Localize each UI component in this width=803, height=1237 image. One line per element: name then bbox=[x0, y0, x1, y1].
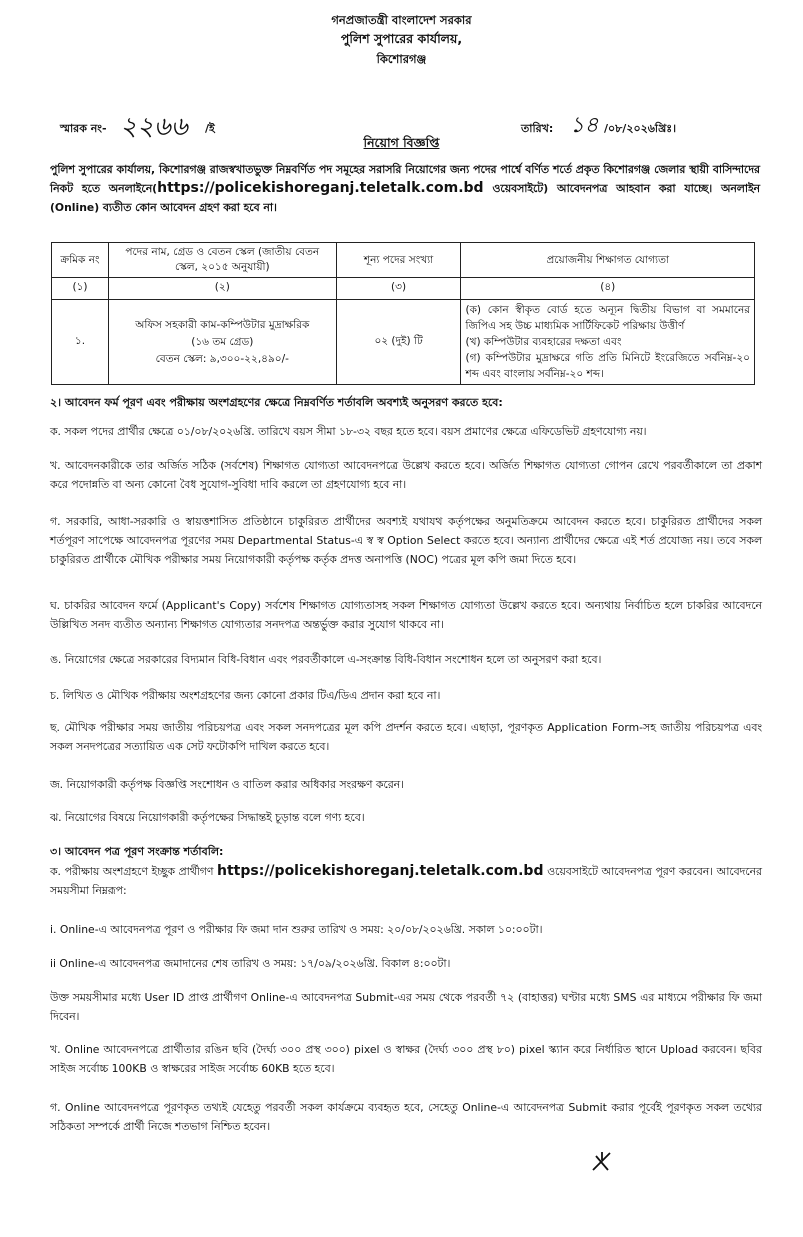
col-header-qualification: প্রয়োজনীয় শিক্ষাগত যোগ্যতা bbox=[461, 243, 755, 278]
memo-suffix: /ই bbox=[205, 122, 215, 135]
post-pay-scale: বেতন স্কেল: ৯,৩০০-২২,৪৯০/- bbox=[155, 352, 289, 365]
date-day: ১৪ bbox=[570, 113, 599, 138]
date-label: তারিখ: bbox=[521, 122, 554, 135]
col-number-2: (২) bbox=[108, 278, 336, 300]
condition-ga: গ. সরকারি, আধা-সরকারি ও স্বায়ত্তশাসিত প্রতিষ্ঠানে চাকুরিরত প্রার্থীদের অবশ্যই যথাযথ কর্তৃপক্ষের অনুমতিক্রমে আবেদন করতে হবে। চাকুরিরত প্রার্থীদের সকল শর্তপূরণ সাপেক্ষে আবেদনপত্র পূরণের সময় Departmental Status-এ স্ব স্ব Option Select করতে হবে। অন্যান্য প্রার্থীদের ক্ষেত্রে এই শর্ত প্রযোজ্য নয়। তবে সকল চাকুরিরত প্রার্থীকে মৌখিক পরীক্ষার সময় নিয়োগকারী কর্তৃপক্ষ কর্তৃক প্রদত্ত অনাপত্তি (NOC) পত্রের মূল কপি জমা দিতে হবে। bbox=[50, 515, 762, 566]
date-rest: /০৮/২০২৬খ্রিঃ। bbox=[604, 122, 677, 135]
notice-title-text: নিয়োগ বিজ্ঞপ্তি bbox=[363, 135, 440, 150]
col-header-vacancy: শূন্য পদের সংখ্যা bbox=[336, 243, 461, 278]
condition-umo: ঙ. নিয়োগের ক্ষেত্রে সরকারের বিদ্যমান বিধি-বিধান এবং পরবর্তীকালে এ-সংক্রান্ত বিধি-বিধান সংশোধন হলে তা অনুসরণ করা হবে। bbox=[50, 653, 602, 666]
website-link[interactable]: https://policekishoreganj.teletalk.com.bd bbox=[157, 180, 484, 196]
application-website-link[interactable]: https://policekishoreganj.teletalk.com.bd bbox=[217, 863, 544, 879]
govt-name: গনপ্রজাতন্ত্রী বাংলাদেশ সরকার bbox=[331, 13, 472, 27]
condition-chha: ছ. মৌখিক পরীক্ষার সময় জাতীয় পরিচয়পত্র এবং সকল সনদপত্রের মূল কপি প্রদর্শন করতে হবে। এছাড়া, পূরণকৃত Application Form-সহ জাতীয় পরিচয়পত্র এবং সকল সনদপত্রের সত্যায়িত এক সেট ফটোকপি দাখিল করতে হবে। bbox=[50, 721, 762, 753]
application-ga: গ. Online আবেদনপত্রে পূরণকৃত তথ্যই যেহেতু পরবর্তী সকল কার্যক্রমে ব্যবহৃত হবে, সেহেতু Online-এ আবেদনপত্র Submit করার পূর্বেই পূরণকৃত সকল তথ্যের সঠিকতা সম্পর্কে প্রার্থী নিজে শতভাগ নিশ্চিত হবেন। bbox=[50, 1101, 762, 1133]
post-name: অফিস সহকারী কাম-কম্পিউটার মুদ্রাক্ষরিক bbox=[135, 318, 310, 331]
col-number-4: (৪) bbox=[461, 278, 755, 300]
application-kha: খ. Online আবেদনপত্রে প্রার্থীতার রঙিন ছবি (দৈর্ঘ্য ৩০০ প্রস্থ ৩০০) pixel ও স্বাক্ষর (দৈর্ঘ্য ৩০০ প্রস্থ ৮০) pixel স্ক্যান করে নির্ধারিত স্থানে Upload করবেন। ছবির সাইজ সর্বোচ্চ 100KB ও স্বাক্ষরের সাইজ সর্বোচ্চ 60KB হতে হবে। bbox=[50, 1043, 762, 1075]
row-vacancies: ০২ (দুই) টি bbox=[336, 300, 461, 385]
col-header-post: পদের নাম, গ্রেড ও বেতন স্কেল (জাতীয় বেতন স্কেল, ২০১৫ অনুযায়ী) bbox=[108, 243, 336, 278]
office-name: পুলিশ সুপারের কার্যালয়, bbox=[340, 31, 463, 46]
col-header-serial: ক্রমিক নং bbox=[52, 243, 109, 278]
table-row bbox=[52, 300, 755, 385]
application-ka-text-2: ওয়েবসাইটে আবেদনপত্র পূরণ করবেন। আবেদনের সময়সীমা নিম্নরূপ: bbox=[50, 865, 762, 897]
row-qualifications bbox=[461, 300, 755, 385]
condition-ka: ক. সকল পদের প্রার্থীর ক্ষেত্রে ০১/০৮/২০২৬খ্রি. তারিখে বয়স সীমা ১৮-৩২ বছর হতে হবে। বয়স প্রমাণের ক্ষেত্রে এফিডেভিট গ্রহণযোগ্য নয়। bbox=[50, 425, 647, 438]
section-3-heading: ৩। আবেদন পত্র পূরণ সংক্রান্ত শর্তাবলি: bbox=[50, 845, 224, 858]
condition-ja: জ. নিয়োগকারী কর্তৃপক্ষ বিজ্ঞপ্তি সংশোধন ও বাতিল করার অধিকার সংরক্ষণ করেন। bbox=[50, 778, 404, 791]
application-ka-text-1: ক. পরীক্ষায় অংশগ্রহণে ইচ্ছুক প্রার্থীগণ bbox=[50, 865, 218, 878]
table-number-row bbox=[52, 278, 755, 300]
fee-instruction: উক্ত সময়সীমার মধ্যে User ID প্রাপ্ত প্রার্থীগণ Online-এ আবেদনপত্র Submit-এর সময় থেকে পরবর্তী ৭২ (বাহাত্তর) ঘণ্টার মধ্যে SMS এর মাধ্যমে পরীক্ষার ফি জমা দিবেন। bbox=[50, 991, 762, 1023]
vacancy-table bbox=[51, 242, 755, 385]
condition-cha: চ. লিখিত ও মৌখিক পরীক্ষায় অংশগ্রহণের জন্য কোনো প্রকার টিএ/ডিএ প্রদান করা হবে না। bbox=[50, 689, 441, 702]
table-header-row bbox=[52, 243, 755, 278]
condition-kha: খ. আবেদনকারীকে তার অর্জিত সঠিক (সর্বশেষ) শিক্ষাগত যোগ্যতা আবেদনপত্রে উল্লেখ করতে হবে। অর্জিত শিক্ষাগত যোগ্যতা গোপন রেখে পরবর্তীকালে তা প্রকাশ করে পদোন্নতি বা অন্য কোনো বৈধ সুযোগ-সুবিধা দাবি করলে তা গ্রহণযোগ্য হবে না। bbox=[50, 459, 762, 491]
qualification-b: (খ) কম্পিউটার ব্যবহারের দক্ষতা এবং bbox=[465, 336, 622, 348]
intro-paragraph bbox=[50, 160, 760, 217]
qualification-a: (ক) কোন স্বীকৃত বোর্ড হতে অন্যূন দ্বিতীয় বিভাগ বা সমমানের জিপিএ সহ উচ্চ মাধ্যমিক সার্টিফিকেট পরিক্ষায় উত্তীর্ণ bbox=[465, 304, 750, 332]
qualification-c: (গ) কম্পিউটার মুদ্রাক্ষরে গতি প্রতি মিনিটে ইংরেজিতে সর্বনিম্ন-২০ শব্দ এবং বাংলায় সর্বনিম্ন-২০ শব্দ। bbox=[465, 352, 750, 380]
condition-jha: ঝ. নিয়োগের বিষয়ে নিয়োগকারী কর্তৃপক্ষের সিদ্ধান্তই চূড়ান্ত বলে গণ্য হবে। bbox=[50, 811, 365, 824]
intro-text-1: পুলিশ সুপারের কার্যালয়, কিশোরগঞ্জ রাজস্বখাতভুক্ত নিম্নবর্ণিত পদ সমূহের সরাসরি নিয়োগের জন্য পদের পার্শ্বে বর্ণিত শর্তে প্রকৃত কিশোরগঞ্জ জেলার স্থায়ী বাসিন্দাদের নিকট হতে অনলাইনে( bbox=[50, 163, 760, 195]
application-ka bbox=[50, 862, 762, 900]
office-location: কিশোরগঞ্জ bbox=[376, 52, 427, 66]
post-grade: (১৬ তম গ্রেড) bbox=[191, 335, 254, 348]
memo-number: ২২৬৬ bbox=[120, 112, 188, 142]
row-post bbox=[108, 300, 336, 385]
intro-text-2: ওয়েবসাইটে) আবেদনপত্র আহবান করা যাচ্ছে। অনলাইন (Online) ব্যতীত কোন আবেদন গ্রহণ করা হবে না। bbox=[50, 182, 761, 214]
col-number-3: (৩) bbox=[336, 278, 461, 300]
condition-gha: ঘ. চাকরির আবেদন ফর্মে (Applicant's Copy) সর্বশেষ শিক্ষাগত যোগ্যতাসহ সকল শিক্ষাগত যোগ্যতা উল্লেখ করতে হবে। অন্যথায় নির্বাচিত হলে চাকরির আবেদনে উল্লিখিত সনদ ব্যতীত অন্যান্য শিক্ষাগত যোগ্যতার সনদপত্র অন্তর্ভুক্ত করার সুযোগ থাকবে না। bbox=[50, 599, 762, 631]
end-date-line: ii Online-এ আবেদনপত্র জমাদানের শেষ তারিখ ও সময়: ১৭/০৯/২০২৬খ্রি. বিকাল ৪:০০টা। bbox=[50, 957, 451, 970]
initial-signature bbox=[590, 1150, 614, 1174]
section-2-heading: ২। আবেদন ফর্ম পূরণ এবং পরীক্ষায় অংশগ্রহণের ক্ষেত্রে নিম্নবর্ণিত শর্তাবলি অবশ্যই অনুসরণ করতে হবে: bbox=[50, 396, 503, 409]
memo-label: স্মারক নং- bbox=[60, 122, 107, 135]
row-serial: ১. bbox=[52, 300, 109, 385]
notice-title bbox=[0, 135, 803, 155]
start-date-line: i. Online-এ আবেদনপত্র পূরণ ও পরীক্ষার ফি জমা দান শুরুর তারিখ ও সময়: ২০/০৮/২০২৬খ্রি. সকাল ১০:০০টা। bbox=[50, 923, 543, 936]
col-number-1: (১) bbox=[52, 278, 109, 300]
